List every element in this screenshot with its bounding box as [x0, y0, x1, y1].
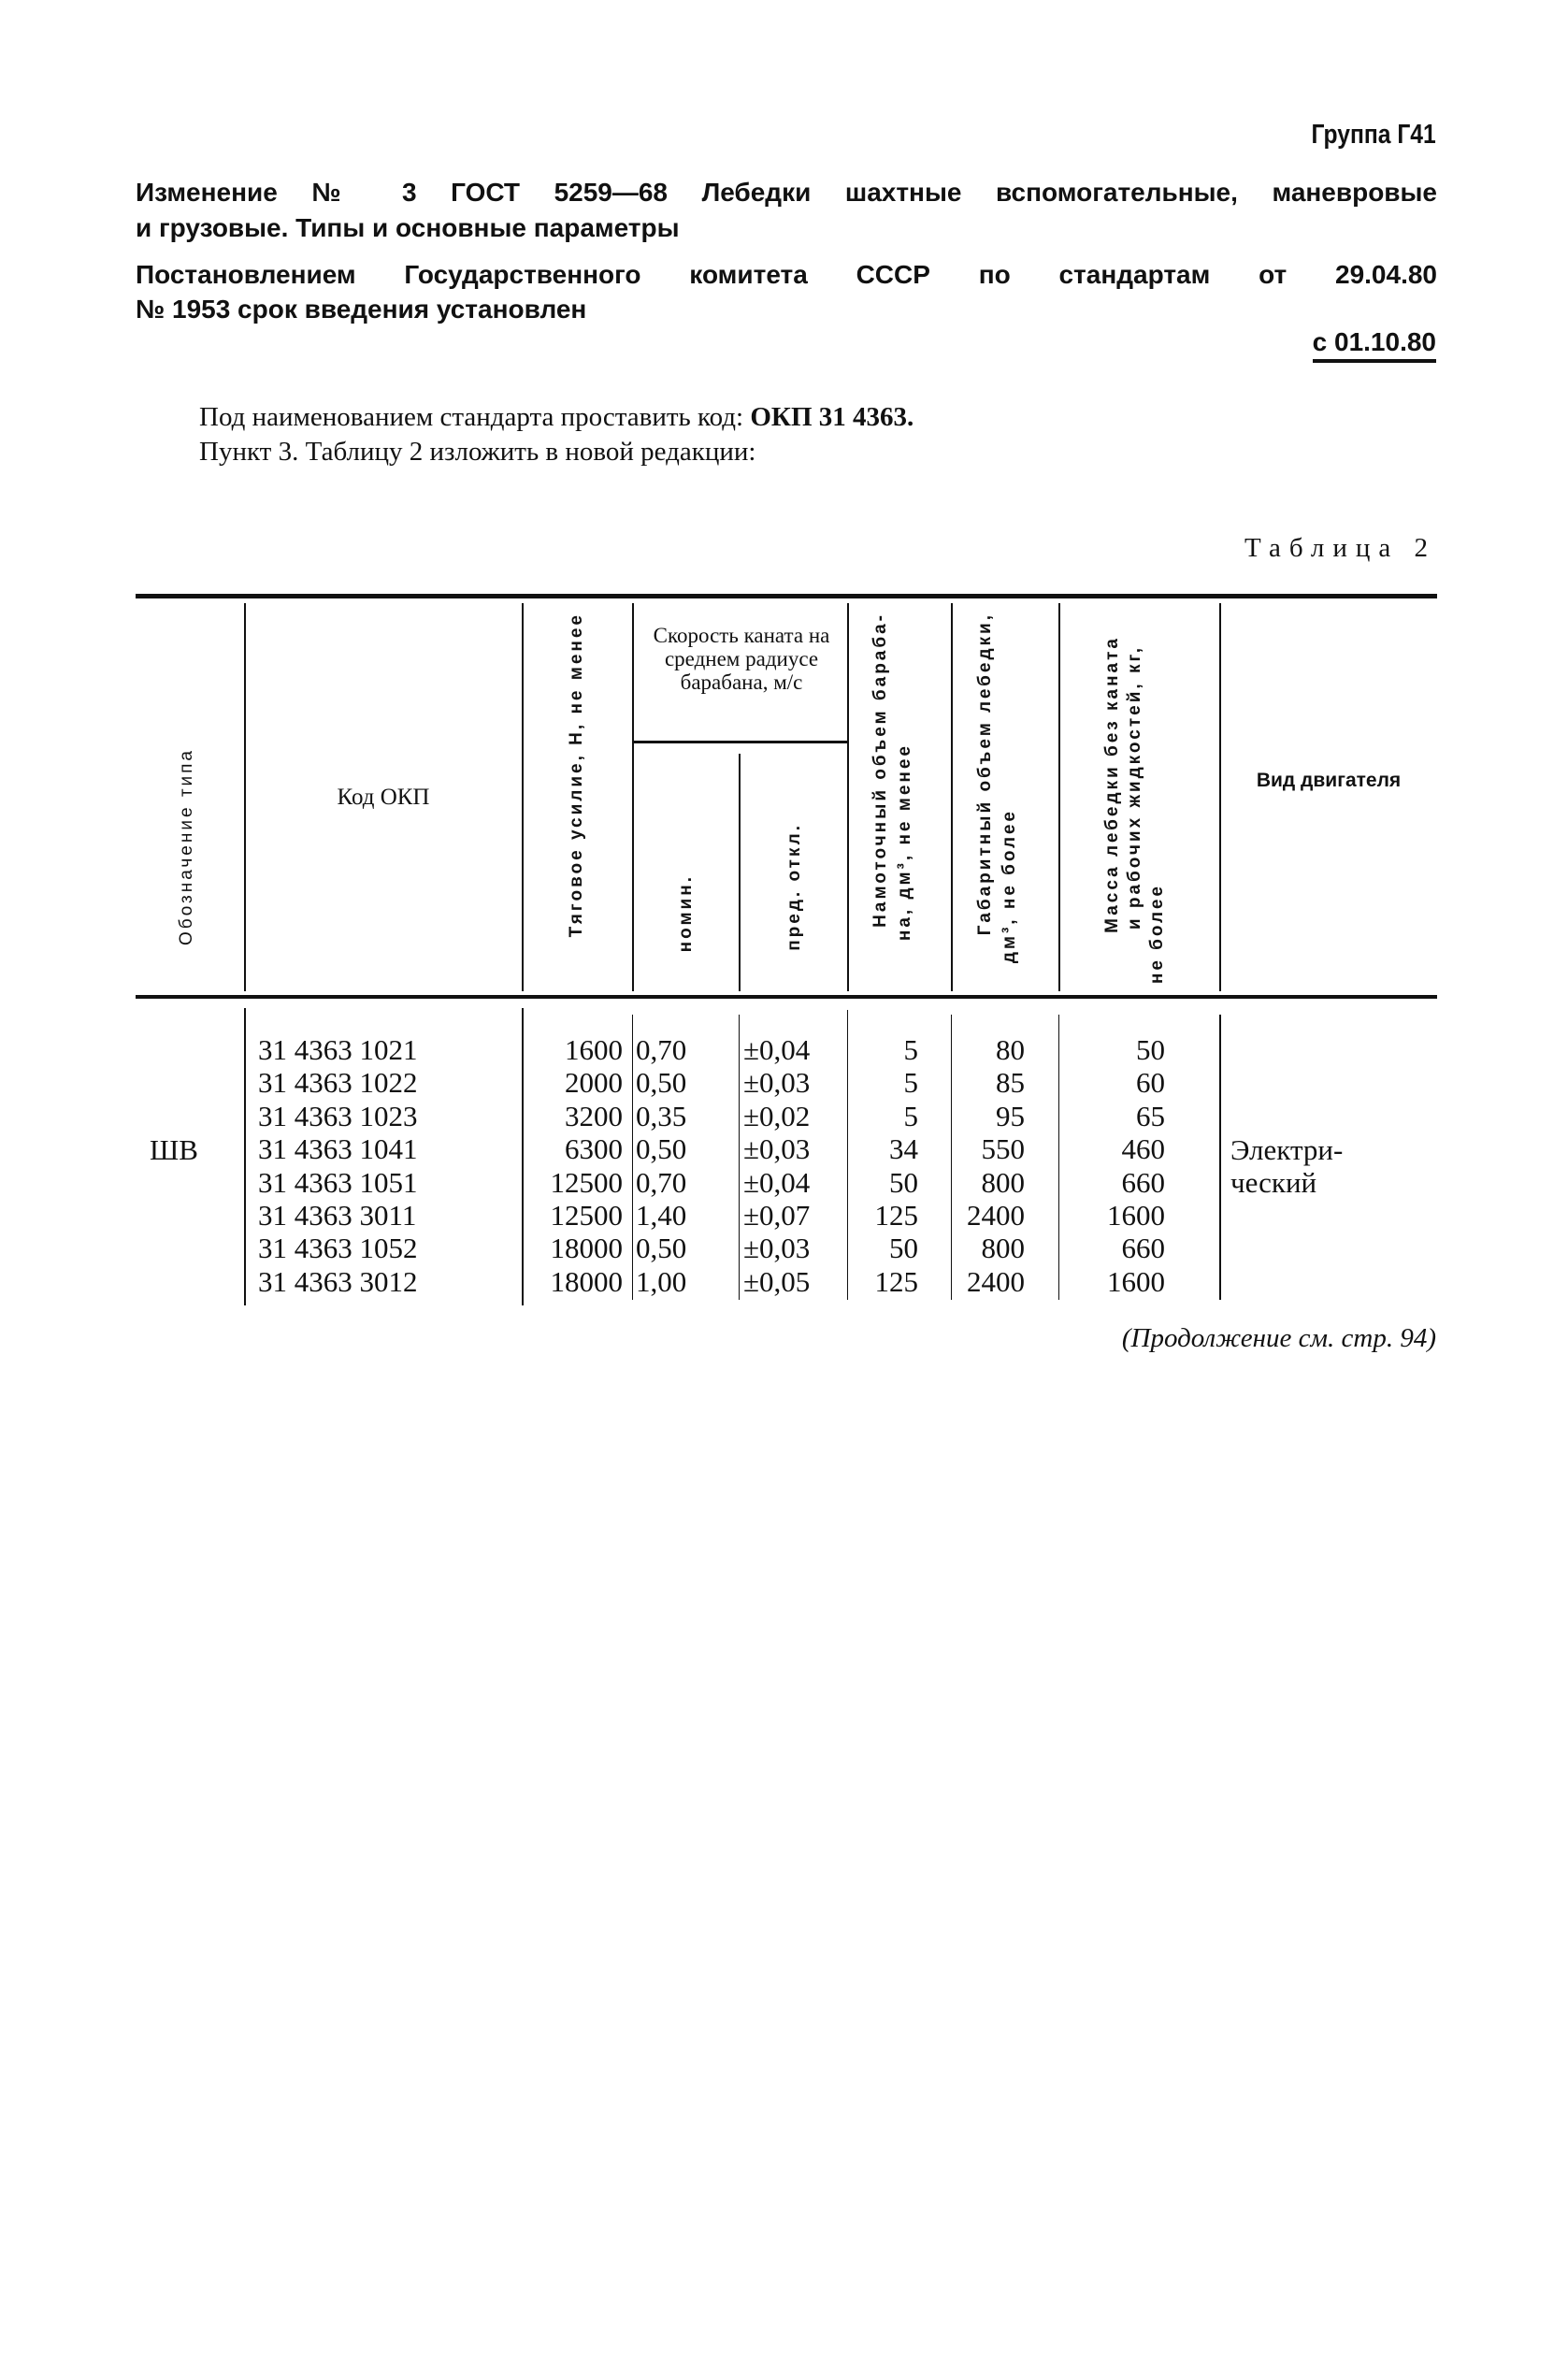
paragraph-okp-text: Под наименованием стандарта проставить код:	[199, 402, 751, 432]
cell-wind: 125	[874, 1199, 918, 1232]
header-speed: Скорость каната на среднем радиусе барабана, м/с	[653, 624, 830, 694]
decree-line1: Постановлением Государственного комитета СССР по стандартам от 29.04.80	[136, 260, 1437, 289]
header-force: Тяговое усилие, Н, не менее	[567, 613, 586, 938]
cell-wind: 5	[903, 1099, 918, 1132]
group-code: Группа Г41	[1311, 120, 1436, 150]
cell-okp: 31 4363 3011	[258, 1199, 417, 1232]
paragraph-table: Пункт 3. Таблицу 2 изложить в новой редакции:	[199, 437, 756, 467]
cell-dev: ±0,05	[743, 1264, 811, 1298]
cell-wind: 34	[889, 1132, 918, 1166]
col-divider	[632, 603, 634, 991]
cell-okp: 31 4363 1022	[258, 1066, 418, 1100]
header-engine: Вид двигателя	[1256, 770, 1402, 791]
cell-okp: 31 4363 1041	[258, 1132, 418, 1166]
cell-overall: 800	[981, 1232, 1025, 1265]
cell-overall: 2400	[967, 1199, 1025, 1232]
header-winding-volume-line1: Намоточный объем бараба-	[870, 613, 890, 928]
cell-dev: ±0,04	[743, 1165, 811, 1199]
document-title-line1: Изменение № 3 ГОСТ 5259—68 Лебедки шахтные вспомогательные, маневровые	[136, 178, 1437, 207]
cell-nom: 1,40	[636, 1199, 687, 1232]
cell-dev: ±0,03	[743, 1066, 811, 1100]
cell-wind: 125	[874, 1264, 918, 1298]
paragraph-okp	[199, 402, 913, 433]
col-divider	[951, 603, 953, 991]
cell-force: 18000	[550, 1264, 623, 1298]
header-speed-nominal: номин.	[676, 874, 696, 953]
header-overall-volume-line2: дм³, не более	[1000, 809, 1019, 964]
okp-code: ОКП 31 4363.	[750, 402, 914, 432]
cell-okp: 31 4363 1051	[258, 1165, 418, 1199]
cell-overall: 800	[981, 1165, 1025, 1199]
header-mass-line1: Масса лебедки без каната	[1102, 636, 1122, 933]
cell-dev: ±0,02	[743, 1099, 811, 1132]
cell-mass: 1600	[1107, 1264, 1165, 1298]
cell-okp: 31 4363 1023	[258, 1099, 418, 1132]
cell-force: 6300	[565, 1132, 623, 1166]
cell-mass: 660	[1121, 1165, 1165, 1199]
table-title: Таблица 2	[1244, 533, 1436, 563]
cell-mass: 65	[1136, 1099, 1165, 1132]
header-speed-deviation: пред. откл.	[784, 823, 804, 951]
col-divider	[739, 754, 741, 991]
cell-wind: 50	[889, 1232, 918, 1265]
cell-nom: 0,70	[636, 1033, 687, 1066]
cell-nom: 0,35	[636, 1099, 687, 1132]
cell-mass: 50	[1136, 1033, 1165, 1066]
header-mass-line2: и рабочих жидкостей, кг,	[1125, 645, 1144, 930]
col-divider	[847, 1010, 848, 1300]
cell-overall: 95	[996, 1099, 1025, 1132]
cell-nom: 0,50	[636, 1232, 687, 1265]
cell-force: 12500	[550, 1165, 623, 1199]
col-divider	[739, 1015, 740, 1300]
cell-wind: 5	[903, 1066, 918, 1100]
table-top-rule	[136, 594, 1437, 598]
col-divider	[847, 603, 849, 991]
cell-force: 2000	[565, 1066, 623, 1100]
cell-wind: 5	[903, 1033, 918, 1066]
cell-nom: 0,50	[636, 1132, 687, 1166]
decree-line2: № 1953 срок введения установлен	[136, 295, 587, 324]
cell-overall: 80	[996, 1033, 1025, 1066]
col-divider	[1058, 1015, 1059, 1300]
speed-subheader-rule	[633, 741, 848, 743]
col-divider	[522, 603, 524, 991]
continuation-note: (Продолжение см. стр. 94)	[1121, 1323, 1436, 1353]
cell-overall: 85	[996, 1066, 1025, 1100]
cell-dev: ±0,07	[743, 1199, 811, 1232]
cell-nom: 0,50	[636, 1066, 687, 1100]
header-overall-volume-line1: Габаритный объем лебедки,	[975, 613, 995, 936]
col-divider	[632, 1015, 633, 1300]
effective-date: с 01.10.80	[1313, 327, 1436, 363]
header-winding-volume	[870, 613, 926, 987]
cell-dev: ±0,03	[743, 1232, 811, 1265]
cell-force: 12500	[550, 1199, 623, 1232]
header-okp: Код ОКП	[337, 785, 430, 810]
header-type: Обозначение типа	[177, 748, 196, 945]
document-title-line2: и грузовые. Типы и основные параметры	[136, 213, 680, 242]
cell-force: 3200	[565, 1099, 623, 1132]
cell-nom: 0,70	[636, 1165, 687, 1199]
cell-overall: 550	[981, 1132, 1025, 1166]
cell-force: 1600	[565, 1033, 623, 1066]
cell-mass: 60	[1136, 1066, 1165, 1100]
cell-mass: 1600	[1107, 1199, 1165, 1232]
header-bottom-rule	[136, 995, 1437, 999]
cell-mass: 660	[1121, 1232, 1165, 1265]
header-mass-line3: не более	[1147, 884, 1167, 985]
cell-nom: 1,00	[636, 1264, 687, 1298]
cell-overall: 2400	[967, 1264, 1025, 1298]
cell-okp: 31 4363 3012	[258, 1264, 418, 1298]
header-mass	[1101, 636, 1176, 991]
type-value: ШВ	[150, 1133, 198, 1166]
cell-dev: ±0,03	[743, 1132, 811, 1166]
cell-dev: ±0,04	[743, 1033, 811, 1066]
col-divider	[1219, 1015, 1221, 1300]
cell-okp: 31 4363 1052	[258, 1232, 418, 1265]
cell-wind: 50	[889, 1165, 918, 1199]
col-divider	[1058, 603, 1060, 991]
header-overall-volume	[974, 613, 1030, 987]
cell-mass: 460	[1121, 1132, 1165, 1166]
col-divider	[244, 1008, 246, 1305]
engine-value-line2: ческий	[1230, 1166, 1317, 1199]
cell-force: 18000	[550, 1232, 623, 1265]
header-winding-volume-line2: на, дм³, не менее	[895, 743, 914, 942]
col-divider	[1219, 603, 1221, 991]
cell-okp: 31 4363 1021	[258, 1033, 418, 1066]
engine-value-line1: Электри-	[1230, 1133, 1344, 1166]
